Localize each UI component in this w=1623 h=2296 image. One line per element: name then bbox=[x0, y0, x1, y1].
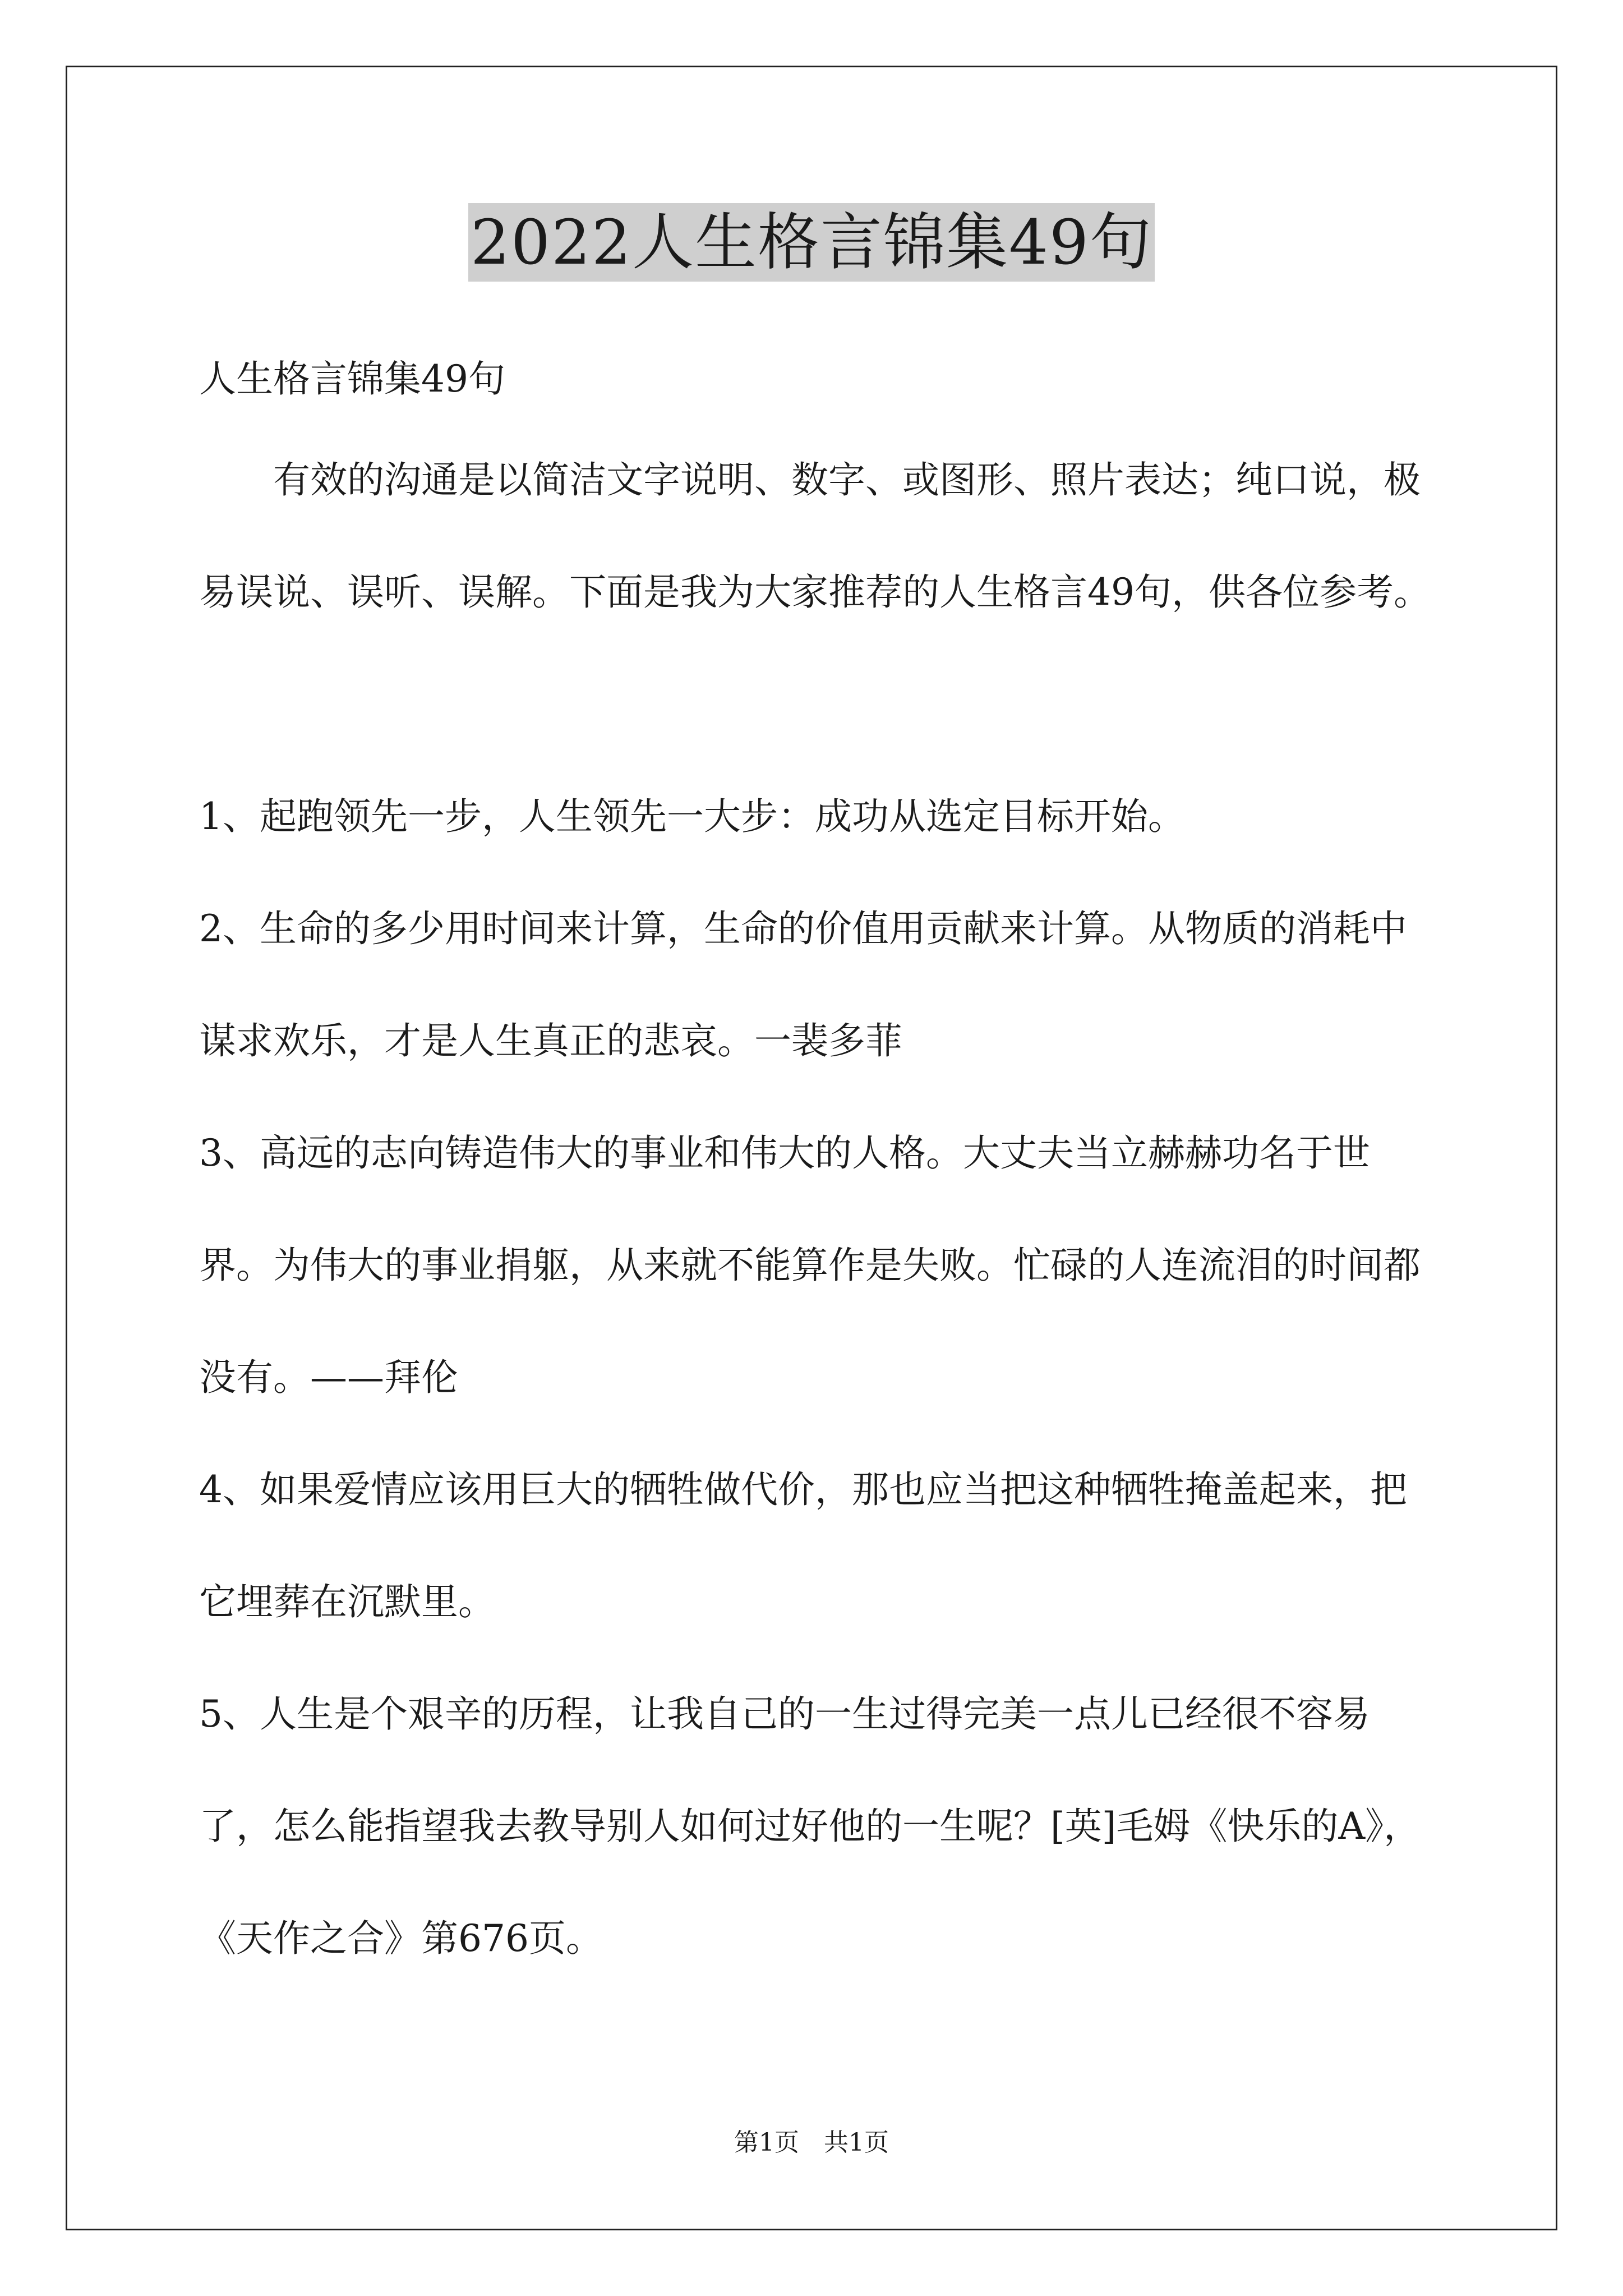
intro-paragraph: 有效的沟通是以简洁文字说明、数字、或图形、照片表达；纯口说，极易误说、误听、误解。下面是我为大家推荐的人生格言49句，供各位参考。 bbox=[199, 458, 1431, 614]
quote-item-2: 2、生命的多少用时间来计算，生命的价值用贡献来计算。从物质的消耗中谋求欢乐，才是人生真正的悲哀。一裴多菲 bbox=[199, 907, 1407, 1062]
document-title: 2022人生格言锦集49句 bbox=[468, 203, 1155, 282]
quote-item-3: 3、高远的志向铸造伟大的事业和伟大的人格。大丈夫当立赫赫功名于世界。为伟大的事业捐躯，从来就不能算作是失败。忙碌的人连流泪的时间都没有。——拜伦 bbox=[199, 1131, 1421, 1399]
page-number-footer: 第1页 共1页 bbox=[734, 2128, 889, 2157]
quote-item-4: 4、如果爱情应该用巨大的牺牲做代价，那也应当把这种牺牲掩盖起来，把它埋葬在沉默里。 bbox=[199, 1468, 1407, 1623]
document-subtitle: 人生格言锦集49句 bbox=[199, 357, 505, 401]
title-container bbox=[0, 203, 1623, 282]
quote-item-5: 5、人生是个艰辛的历程，让我自己的一生过得完美一点儿已经很不容易了，怎么能指望我去教导别人如何过好他的一生呢？[英]毛姆《快乐的A》，《天作之合》第676页。 bbox=[199, 1692, 1421, 1960]
paragraph-spacer bbox=[199, 648, 1433, 761]
document-body bbox=[199, 334, 1433, 1995]
quote-item-1: 1、起跑领先一步，人生领先一大步：成功从选定目标开始。 bbox=[199, 795, 1185, 838]
